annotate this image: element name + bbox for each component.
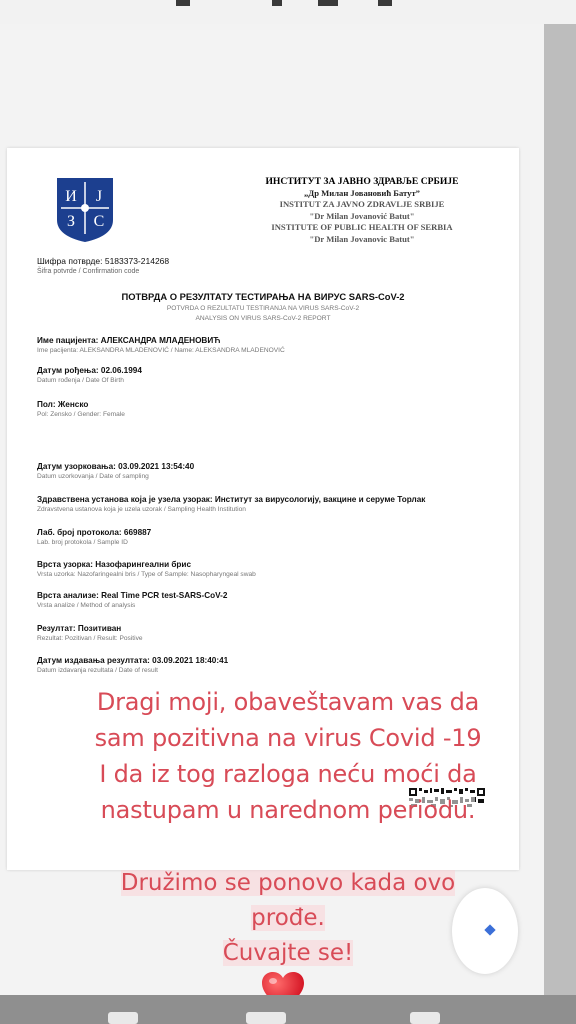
field-label: Резултат: Позитиван <box>37 624 122 633</box>
field-translation: Datum izdavanja rezultata / Date of result <box>37 667 158 674</box>
logo-letter: З <box>66 213 76 230</box>
institute-person-cyrillic: „Др Милан Јовановић Батут” <box>304 187 420 198</box>
institute-name-english: INSTITUTE OF PUBLIC HEALTH OF SERBIA <box>271 222 453 233</box>
field-translation: Lab. broj protokola / Sample ID <box>37 539 128 546</box>
status-icon <box>176 0 190 6</box>
field-translation: Vrsta analize / Method of analysis <box>37 602 136 609</box>
field-label: Датум издавања резултата: 03.09.2021 18:40:41 <box>37 656 229 665</box>
sample-type-field <box>37 560 507 578</box>
field-translation: Datum uzorkovanja / Date of sampling <box>37 473 149 480</box>
bottom-bar <box>0 995 576 1024</box>
closing-line: Družimo se ponovo kada ovo <box>120 870 456 896</box>
field-label: Име пацијента: АЛЕКСАНДРА МЛАДЕНОВИЋ <box>37 336 221 345</box>
field-label: Пол: Женско <box>37 400 89 409</box>
story-closing-message <box>0 866 576 971</box>
field-translation: Vrsta uzorka: Nazofaringealni bris / Type of Sample: Nasopharyngeal swab <box>37 571 256 578</box>
bottom-icon <box>410 1012 440 1024</box>
closing-line: prođe. <box>251 905 325 931</box>
message-line: Dragi moji, obaveštavam vas da <box>96 688 480 716</box>
story-message <box>0 684 576 828</box>
report-title: ПОТВРДА О РЕЗУЛТАТУ ТЕСТИРАЊА НА ВИРУС SARS-CoV-2 <box>121 291 405 302</box>
logo-letter: Ј <box>95 188 103 205</box>
bottom-icon <box>108 1012 138 1024</box>
institute-logo <box>55 176 115 244</box>
analysis-type-field <box>37 591 507 609</box>
status-bar <box>0 0 576 24</box>
patient-name-field <box>37 336 507 354</box>
institute-name-cyrillic: ИНСТИТУТ ЗА ЈАВНО ЗДРАВЉЕ СРБИЈЕ <box>265 176 459 187</box>
field-label: Лаб. број протокола: 669887 <box>37 528 152 537</box>
message-line: sam pozitivna na virus Covid -19 <box>94 724 482 752</box>
field-label: Врста анализе: Real Time PCR test-SARS-CoV-2 <box>37 591 228 600</box>
field-label: Врста узорка: Назофарингеални брис <box>37 560 192 569</box>
closing-line: Čuvajte se! <box>222 940 354 966</box>
confirmation-code-translation: Šifra potvrde / Confirmation code <box>37 268 140 275</box>
report-title-latin: POTVRDA O REZULTATU TESTIRANJA NA VIRUS SARS-CoV-2 <box>166 305 360 312</box>
field-label: Датум рођења: 02.06.1994 <box>37 366 142 375</box>
result-date-field <box>37 656 507 674</box>
institute-person-latin: "Dr Milan Jovanović Batut" <box>309 210 415 221</box>
institute-person-english: "Dr Milan Jovanovic Batut" <box>309 233 415 244</box>
logo-letter: С <box>93 213 105 230</box>
field-label: Датум узорковања: 03.09.2021 13:54:40 <box>37 462 195 471</box>
confirmation-code: Шифра потврде: 5183373-214268 <box>37 256 170 266</box>
logo-letter: И <box>65 188 77 205</box>
field-translation: Rezultat: Pozitivan / Result: Positive <box>37 635 143 642</box>
result-field <box>37 624 507 642</box>
field-translation: Zdravstvena ustanova koja je uzela uzorak / Sampling Health Institution <box>37 506 246 513</box>
field-translation: Pol: Zensko / Gender: Female <box>37 411 125 418</box>
sampling-date-field <box>37 462 507 480</box>
sampling-institution-field <box>37 495 507 513</box>
bottom-icon <box>246 1012 286 1024</box>
field-translation: Ime pacijenta: ALEKSANDRA MLADENOVIĆ / Name: ALEKSANDRA MLADENOVIĆ <box>37 347 285 354</box>
protocol-number-field <box>37 528 507 546</box>
status-icon <box>272 0 282 6</box>
message-line: nastupam u narednom periodu. <box>100 796 476 824</box>
field-label: Здравствена установа која је узела узорак: Институт за вирусологију, вакцине и серуме Торлак <box>37 495 426 504</box>
field-translation: Datum rođenja / Date Of Birth <box>37 377 124 384</box>
institute-name-latin: INSTITUT ZA JAVNO ZDRAVLJE SRBIJE <box>279 199 445 210</box>
report-title-english: ANALYSIS ON VIRUS SARS-CoV-2 REPORT <box>195 315 331 322</box>
gender-field <box>37 400 507 418</box>
birth-date-field <box>37 366 507 384</box>
status-icon <box>318 0 338 6</box>
status-icon <box>378 0 392 6</box>
message-line: I da iz tog razloga neću moći da <box>99 760 477 788</box>
institute-header <box>237 176 487 246</box>
screen-edge <box>544 24 576 999</box>
